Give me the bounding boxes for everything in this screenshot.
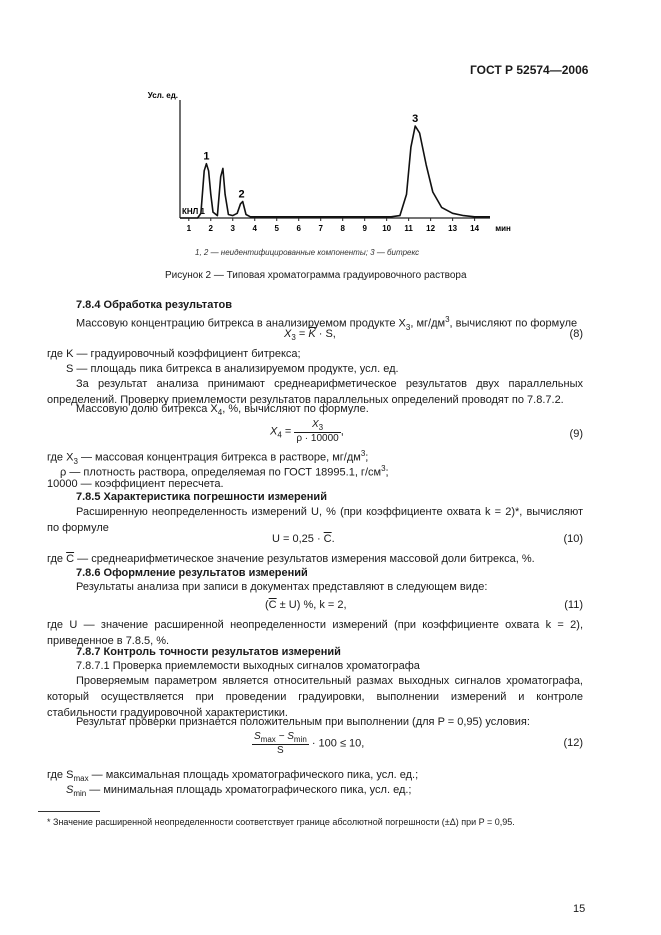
figure-legend: 1, 2 — неидентифицированные компоненты; 3 — битрекс [195, 248, 420, 257]
x-tick-label: 6 [296, 224, 301, 233]
equation-9-fraction: $\frac{X_3}{\rho \cdot 10000}$ [296, 419, 339, 444]
section-7-8-7-title: 7.8.7 Контроль точности результатов измерений [76, 646, 341, 658]
s785-paragraph-1: Расширенную неопределенность измерений U, % (при коэффициенте охвата k = 2)*, вычисляют по формуле [47, 506, 583, 534]
chromatogram-chart [140, 88, 511, 273]
equation-11: $(\overline{C} \pm U)$ %, k = 2, [265, 599, 347, 611]
where-smax: где $S_{max}$ — максимальная площадь хроматографического пика, усл. ед.; [47, 769, 419, 784]
x-tick-label: 5 [274, 224, 279, 233]
equation-9: $X_4$ = $\frac{X_3}{\rho \cdot 10000}$ , [270, 419, 344, 444]
s787-paragraph-1: Проверяемым параметром является относительный размах выходных сигналов хроматографа, который осуществляется при проведении градуировки, выполнении измерений и контроле стабильности градуировочной характеристики. [47, 675, 583, 719]
equation-10-number: (10) [563, 533, 583, 545]
s784-paragraph-3: Массовую долю битрекса $X_4$, %, вычисляют по формуле. [76, 403, 369, 418]
where-c: где $\overline{C}$ — среднеарифметическое значение результатов измерения массовой доли битрекса, %. [47, 553, 535, 565]
x-tick-label: 14 [470, 224, 480, 233]
x-tick-label: 2 [208, 224, 214, 233]
equation-11-number: (11) [564, 599, 583, 611]
x-tick-label: 8 [340, 224, 345, 233]
equation-8-number: (8) [569, 328, 583, 340]
where-rho: ρ — плотность раствора, определяемая по ГОСТ 18995.1, $г/см^3$; [60, 464, 389, 479]
section-7-8-4-title: 7.8.4 Обработка результатов [76, 299, 233, 311]
s784-paragraph-1: Массовую концентрацию битрекса в анализируемом продукте $X_3$, $мг/дм^3$, вычисляют по формуле [76, 315, 578, 332]
x-tick-label: 13 [448, 224, 458, 233]
x-tick-label: 1 [186, 224, 192, 233]
equation-8: $X_3 = \overline{K} \cdot S$, [284, 328, 336, 343]
series-line [180, 126, 490, 218]
equation-9-number: (9) [569, 428, 583, 440]
x-tick-label: 3 [230, 224, 235, 233]
standard-header: ГОСТ Р 52574—2006 [470, 63, 589, 77]
y-axis-label: Усл. ед. [147, 91, 178, 100]
equation-10: $U = 0,25 \cdot \overline{C}$. [272, 533, 335, 545]
equation-12-fraction: $\frac{S_{max} - S_{min}}{S}$ [254, 731, 307, 756]
where-u: где U — значение расширенной неопределенности измерений (при коэффициенте охвата k = 2), приведенное в 7.8.5, %. [47, 619, 583, 647]
footnote-separator [38, 811, 100, 812]
equation-12-number: (12) [563, 737, 583, 749]
where-smin: $S_{min}$ — минимальная площадь хроматографического пика, усл. ед.; [66, 784, 412, 799]
section-7-8-5-title: 7.8.5 Характеристика погрешности измерений [76, 491, 327, 503]
where-10000: 10000 — коэффициент пересчета. [47, 478, 224, 490]
where-x3: где $X_3$ — массовая концентрация битрекса в растворе, $мг/дм^3$; [47, 449, 369, 466]
where-k: где K — градуировочный коэффициент битрекса; [47, 348, 301, 360]
x-tick-label: 10 [382, 224, 392, 233]
peak-label: 2 [238, 188, 245, 201]
s786-paragraph-1: Результаты анализа при записи в документах представляют в следующем виде: [76, 581, 488, 593]
x-tick-label: 9 [362, 224, 367, 233]
x-tick-label: 7 [318, 224, 323, 233]
equation-12: $\frac{S_{max} - S_{min}}{S}$ · 100 ≤ 10, [254, 731, 365, 756]
x-tick-label: 12 [426, 224, 436, 233]
s784-paragraph-2: За результат анализа принимают среднеарифметическое результатов двух параллельных определений. Проверку приемлемости результатов параллельных определений проводят по 7.8.7.2. [47, 378, 583, 406]
chromatogram-svg [140, 88, 511, 273]
where-s: S — площадь пика битрекса в анализируемом продукте, усл. ед. [66, 363, 399, 375]
section-7-8-6-title: 7.8.6 Оформление результатов измерений [76, 567, 308, 579]
x-tick-label: 11 [404, 224, 413, 233]
peak-label: 3 [412, 112, 419, 125]
x-axis-label: мин [495, 224, 511, 233]
peak-label: 1 [203, 150, 210, 163]
x-tick-label: 4 [252, 224, 257, 233]
page-number: 15 [573, 903, 586, 915]
section-7-8-7-1-title: 7.8.7.1 Проверка приемлемости выходных сигналов хроматографа [76, 660, 420, 672]
baseline-label: КНЛ 1 [182, 207, 205, 216]
s787-paragraph-2: Результат проверки признается положительным при выполнении (для P = 0,95) условия: [76, 716, 530, 728]
figure-caption: Рисунок 2 — Типовая хроматограмма градуировочного раствора [165, 270, 467, 281]
footnote: * Значение расширенной неопределенности соответствует границе абсолютной погрешности (±Δ) при P = 0,95. [47, 817, 515, 827]
